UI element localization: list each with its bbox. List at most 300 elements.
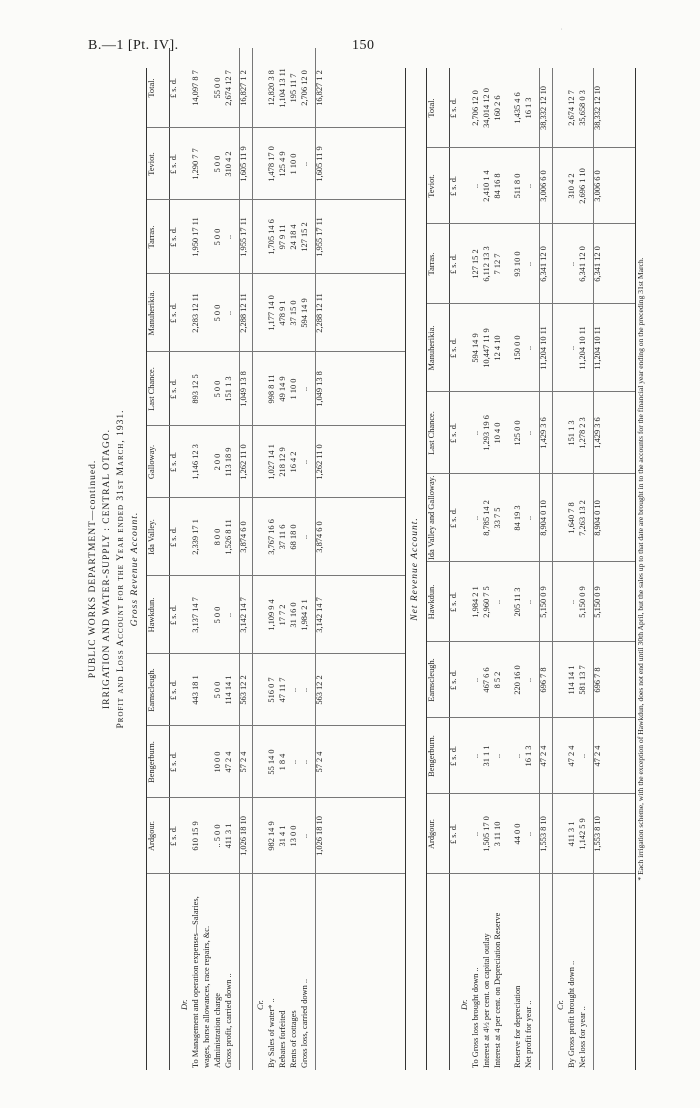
total-row	[593, 68, 606, 1070]
amount-cell: 10 4 0	[493, 422, 502, 444]
table-row	[513, 68, 524, 1070]
amount-cell: 1,290 7 7	[191, 148, 200, 180]
amount-cell: Earnscleugh.	[147, 668, 156, 712]
amount-cell: 125 0 0	[513, 420, 522, 446]
amount-cell: 411 3 1	[224, 823, 233, 849]
amount-cell: 3,006 6 0	[593, 170, 602, 202]
amount-cell: 1,435 4 6	[513, 92, 522, 124]
series-reference: B.—1 [Pt. IV].	[88, 38, 179, 53]
amount-cell: ..	[224, 234, 233, 240]
table-row	[213, 48, 224, 1070]
amount-cell: ..	[524, 831, 533, 837]
amount-cell: Bengerburn.	[427, 735, 436, 777]
amount-cell: 35,658 0 3	[578, 90, 587, 126]
row-label	[593, 874, 606, 1070]
row-label: Gross profit, carried down ..	[224, 973, 233, 1068]
amount-cell: £ s. d.	[169, 303, 178, 324]
amount-cell: 2,674 12 7	[224, 70, 233, 106]
amount-cell: ..	[513, 753, 522, 759]
column-rule	[147, 653, 405, 654]
amount-cell: ..	[289, 687, 298, 693]
column-rule	[427, 147, 635, 148]
amount-cell: 5,150 0 9	[539, 586, 548, 618]
amount-cell: £ s. d.	[169, 527, 178, 548]
amount-cell: 478 9 1	[278, 300, 287, 326]
table-row	[278, 48, 289, 1070]
amount-cell: 114 14 1	[224, 675, 233, 705]
amount-cell: 998 8 11	[267, 374, 276, 404]
amount-cell: 13 0 0	[289, 825, 298, 847]
amount-cell: 37 15 0	[289, 300, 298, 326]
amount-cell: 1,984 2 1	[300, 599, 309, 631]
table-row	[300, 48, 311, 1070]
amount-cell: 696 7 8	[539, 667, 548, 693]
amount-cell: 2 0 0	[213, 453, 222, 471]
amount-cell: 1,262 11 0	[239, 444, 248, 480]
scheme-title: IRRIGATION AND WATER-SUPPLY : CENTRAL OTAGO.	[102, 429, 112, 709]
amount-cell: ..	[524, 345, 533, 351]
column-rule	[147, 725, 405, 726]
amount-cell: £ s. d.	[449, 508, 458, 529]
amount-cell: 37 11 6	[278, 524, 287, 550]
amount-cell: £ s. d.	[449, 98, 458, 119]
amount-cell: ..	[300, 459, 309, 465]
amount-cell: 55 0 0	[213, 77, 222, 99]
amount-cell: 93 10 0	[513, 251, 522, 277]
amount-cell: 31 16 0	[289, 602, 298, 628]
amount-cell: £ s. d.	[449, 670, 458, 691]
page-number: 150	[352, 38, 375, 53]
amount-cell: 8,904 0 10	[593, 500, 602, 536]
amount-cell: 5,150 0 9	[578, 586, 587, 618]
amount-cell: 205 11 3	[513, 587, 522, 617]
amount-cell: 1,478 17 0	[267, 146, 276, 182]
amount-cell: 893 12 5	[191, 374, 200, 404]
amount-cell: 581 13 7	[578, 665, 587, 695]
amount-cell: ..	[471, 677, 480, 683]
column-header-row	[147, 48, 169, 1070]
amount-cell: 68 18 0	[289, 524, 298, 550]
amount-cell: £ s. d.	[449, 423, 458, 444]
amount-cell: 594 14 9	[300, 298, 309, 328]
amount-cell: ..	[300, 534, 309, 540]
table-row	[524, 68, 535, 1070]
amount-cell: 33 7 5	[493, 507, 502, 529]
amount-cell: ..	[471, 430, 480, 436]
amount-cell: 3,767 16 6	[267, 519, 276, 555]
amount-cell: 49 14 9	[278, 376, 287, 402]
amount-cell: Bengerburn.	[147, 741, 156, 783]
amount-cell: ..	[524, 183, 533, 189]
amount-cell: 1,429 3 6	[539, 417, 548, 449]
amount-cell: 594 14 9	[471, 333, 480, 363]
amount-cell: 6,341 12 0	[578, 246, 587, 282]
row-label	[449, 874, 460, 1070]
units-row	[169, 48, 180, 1070]
amount-cell: Ida Valley.	[147, 519, 156, 555]
amount-cell: 2,288 12 11	[315, 293, 324, 333]
amount-cell: 16,827 1 2	[315, 70, 324, 106]
amount-cell: 2,339 17 1	[191, 519, 200, 555]
footnote: * Each irrigation scheme, with the exception of Hawkdun, does not end until 30th April, but the sales up to that date are brought in to the accounts for the financial year ending on the preceding 31st March.	[636, 257, 645, 881]
amount-cell: 8,785 14 2	[482, 500, 491, 536]
row-label: To Management and operation expenses—Salaries, wages, horse allowances, race repairs, &c.	[191, 896, 211, 1068]
amount-cell: ..	[224, 310, 233, 316]
amount-cell: 511 8 0	[513, 173, 522, 199]
amount-cell: 5 0 0	[213, 155, 222, 173]
amount-cell: ..	[300, 386, 309, 392]
net-revenue-table	[426, 68, 636, 1070]
rotated-account-block	[88, 68, 648, 1070]
row-label	[169, 874, 180, 1070]
amount-cell: 1,109 9 4	[267, 599, 276, 631]
amount-cell: 5 0 0	[213, 228, 222, 246]
row-label: Rebates forfeited	[278, 1010, 287, 1068]
amount-cell: ..	[567, 261, 576, 267]
amount-cell: 2,960 7 5	[482, 586, 491, 618]
amount-cell: 2,410 1 4	[482, 170, 491, 202]
amount-cell: £ s. d.	[449, 176, 458, 197]
side-label: Dr.	[460, 999, 469, 1010]
amount-cell: £ s. d.	[449, 592, 458, 613]
amount-cell: 7 12 7	[493, 253, 502, 275]
rule	[552, 68, 553, 1070]
column-rule	[427, 561, 635, 562]
amount-cell: 563 12 2	[315, 675, 324, 705]
amount-cell: 1,177 14 0	[267, 295, 276, 331]
column-rule	[147, 127, 405, 128]
amount-cell: 610 15 9	[191, 821, 200, 851]
column-rule	[147, 575, 405, 576]
amount-cell: 12 4 10	[493, 335, 502, 361]
row-label: By Sales of water* ..	[267, 998, 276, 1068]
amount-cell: 47 2 4	[224, 751, 233, 773]
total-row	[239, 48, 252, 1070]
amount-cell: 8 0 0	[213, 528, 222, 546]
amount-cell: 17 7 2	[278, 604, 287, 626]
amount-cell: ..	[471, 831, 480, 837]
amount-cell: 443 18 1	[191, 675, 200, 705]
amount-cell: ..	[471, 183, 480, 189]
column-rule	[147, 199, 405, 200]
amount-cell: ..	[471, 753, 480, 759]
amount-cell: 8,904 0 10	[539, 500, 548, 536]
table-row	[267, 48, 278, 1070]
amount-cell: 47 11 7	[278, 677, 287, 703]
amount-cell: 411 3 1	[567, 821, 576, 847]
amount-cell: 55 14 0	[267, 749, 276, 775]
column-rule	[147, 497, 405, 498]
amount-cell: ..	[567, 599, 576, 605]
department-title: PUBLIC WORKS DEPARTMENT—continued.	[88, 459, 98, 679]
amount-cell: 2,706 12 0	[471, 90, 480, 126]
amount-cell: ..	[567, 345, 576, 351]
table-row	[191, 48, 213, 1070]
amount-cell: 84 16 8	[493, 173, 502, 199]
amount-cell: 44 0 0	[513, 823, 522, 845]
amount-cell: ..	[493, 599, 502, 605]
amount-cell: 31 1 1	[482, 745, 491, 767]
amount-cell: ..	[471, 515, 480, 521]
amount-cell: 16 1 3	[524, 97, 533, 119]
amount-cell: 1,049 13 8	[239, 371, 248, 407]
amount-cell: Ida Valley and Galloway.	[427, 475, 436, 560]
amount-cell: £ s. d.	[169, 227, 178, 248]
row-label: To Gross loss brought down ..	[471, 967, 480, 1068]
amount-cell: 16 4 2	[289, 451, 298, 473]
amount-cell: Last Chance.	[147, 367, 156, 411]
amount-cell: ..	[300, 687, 309, 693]
row-label: Gross loss, carried down ..	[300, 978, 309, 1068]
amount-cell: 12,820 3 8	[267, 70, 276, 106]
amount-cell: 218 12 9	[278, 447, 287, 477]
row-label: Administration charge	[213, 993, 222, 1068]
units-row	[449, 68, 460, 1070]
side-label: Cr.	[556, 999, 565, 1010]
amount-cell: 1,526 8 11	[224, 519, 233, 555]
amount-cell: 11,204 10 11	[593, 326, 602, 370]
amount-cell: 1,262 11 0	[315, 444, 324, 480]
amount-cell: £ s. d.	[449, 824, 458, 845]
row-label: Net profit for year ..	[524, 1000, 533, 1068]
amount-cell: 563 12 2	[239, 675, 248, 705]
amount-cell: 151 1 3	[567, 420, 576, 446]
amount-cell: 1 10 0	[289, 153, 298, 175]
amount-cell: ..	[289, 759, 298, 765]
amount-cell: 14,097 8 7	[191, 70, 200, 106]
amount-cell: 2,706 12 0	[300, 70, 309, 106]
amount-cell: 516 0 7	[267, 677, 276, 703]
amount-cell: 24 18 4	[289, 224, 298, 250]
column-rule	[427, 223, 635, 224]
amount-cell: ..	[524, 599, 533, 605]
amount-cell: 6,341 12 0	[539, 246, 548, 282]
amount-cell: £ s. d.	[449, 254, 458, 275]
amount-cell: 34,014 12 0	[482, 88, 491, 128]
amount-cell: 16,827 1 2	[239, 70, 248, 106]
amount-cell: £ s. d.	[449, 338, 458, 359]
table-row	[482, 68, 493, 1070]
table-row	[224, 48, 235, 1070]
amount-cell: ..	[300, 161, 309, 167]
amount-cell: 3,006 6 0	[539, 170, 548, 202]
amount-cell: 1,505 17 0	[482, 816, 491, 852]
amount-cell: 1,605 11 9	[315, 146, 324, 182]
amount-cell: 3,137 14 7	[191, 597, 200, 633]
gross-revenue-table	[146, 68, 406, 1070]
amount-cell: 150 0 0	[513, 335, 522, 361]
amount-cell: Tarras.	[147, 225, 156, 249]
amount-cell: £ s. d.	[169, 752, 178, 773]
table-row	[578, 68, 589, 1070]
total-row	[315, 48, 328, 1070]
amount-cell: Total.	[427, 98, 436, 118]
amount-cell: 7,263 13 2	[578, 500, 587, 536]
amount-cell: 127 15 2	[300, 222, 309, 252]
amount-cell: Manuherikia.	[427, 325, 436, 371]
amount-cell: 220 16 0	[513, 665, 522, 695]
amount-cell: 310 4 2	[224, 151, 233, 177]
amount-cell: 125 4 9	[278, 151, 287, 177]
amount-cell: 11,204 10 11	[578, 326, 587, 370]
amount-cell: 1,553 8 10	[539, 816, 548, 852]
amount-cell: 38,332 12 10	[539, 86, 548, 130]
amount-cell	[191, 726, 213, 798]
amount-cell: 47 2 4	[593, 745, 602, 767]
amount-cell: £ s. d.	[169, 826, 178, 847]
amount-cell: Manuherikia.	[147, 290, 156, 336]
amount-cell: 113 18 9	[224, 447, 233, 477]
column-rule	[147, 351, 405, 352]
amount-cell: 1,984 2 1	[471, 586, 480, 618]
row-label: Interest at 4½ per cent. on capital outlay	[482, 933, 491, 1068]
amount-cell: 1,026 18 10	[239, 816, 248, 856]
amount-cell: ..	[524, 430, 533, 436]
table-row	[289, 48, 300, 1070]
amount-cell: 1,429 3 6	[593, 417, 602, 449]
amount-cell: 5 0 0	[213, 681, 222, 699]
amount-cell: 2,674 12 7	[567, 90, 576, 126]
total-row	[539, 68, 552, 1070]
amount-cell: 57 2 4	[315, 751, 324, 773]
column-header-row	[427, 68, 449, 1070]
amount-cell: £ s. d.	[449, 746, 458, 767]
row-label	[239, 874, 252, 1070]
amount-cell: ..	[524, 261, 533, 267]
amount-cell: ..	[578, 753, 587, 759]
amount-cell: 84 19 3	[513, 505, 522, 531]
amount-cell: 3,874 6 0	[315, 521, 324, 553]
amount-cell: 1,955 17 11	[239, 217, 248, 257]
amount-cell: Hawkdun.	[427, 584, 436, 620]
column-rule	[147, 873, 405, 874]
amount-cell: Hawkdun.	[147, 597, 156, 633]
amount-cell: 10 0 0	[213, 751, 222, 773]
amount-cell: ..	[524, 515, 533, 521]
amount-cell: Ardgour.	[427, 819, 436, 850]
amount-cell: £ s. d.	[169, 78, 178, 99]
amount-cell: 1,278 2 3	[578, 417, 587, 449]
amount-cell: 1,705 14 6	[267, 219, 276, 255]
column-rule	[427, 793, 635, 794]
amount-cell: £ s. d.	[169, 154, 178, 175]
rule	[252, 48, 253, 1070]
column-rule	[427, 303, 635, 304]
column-rule	[427, 717, 635, 718]
column-rule	[427, 391, 635, 392]
amount-cell: 696 7 8	[593, 667, 602, 693]
amount-cell: 47 2 4	[567, 745, 576, 767]
bleed-through-mark: ·	[557, 23, 566, 35]
amount-cell: 16 1 3	[524, 745, 533, 767]
table-row	[567, 68, 578, 1070]
amount-cell: 3 11 10	[493, 821, 502, 847]
amount-cell: 1 10 0	[289, 378, 298, 400]
table-row	[493, 68, 513, 1070]
amount-cell: 5,150 0 9	[593, 586, 602, 618]
amount-cell: 114 14 1	[567, 665, 576, 695]
row-label	[315, 874, 328, 1070]
amount-cell: 1 8 4	[278, 753, 287, 771]
gross-account-title: Gross Revenue Account.	[130, 511, 140, 627]
row-label	[539, 874, 552, 1070]
amount-cell: ..	[224, 612, 233, 618]
amount-cell: 1,955 17 11	[315, 217, 324, 257]
amount-cell: 2,696 1 10	[578, 168, 587, 204]
amount-cell: 1,640 7 8	[567, 502, 576, 534]
amount-cell: 47 2 4	[539, 745, 548, 767]
amount-cell: 31 4 1	[278, 825, 287, 847]
amount-cell: Earnscleugh.	[427, 658, 436, 702]
side-label: Cr.	[256, 999, 265, 1010]
row-label: Net loss for year ..	[578, 1006, 587, 1068]
amount-cell: 1,146 12 3	[191, 444, 200, 480]
side-label: Dr.	[180, 999, 189, 1010]
row-label	[427, 874, 449, 1070]
column-rule	[427, 473, 635, 474]
amount-cell: 10,447 11 9	[482, 328, 491, 368]
amount-cell: 2,283 12 11	[191, 293, 200, 333]
amount-cell: 982 14 9	[267, 821, 276, 851]
account-title: Profit and Loss Account for the Year ended 31st March, 1931.	[116, 409, 126, 729]
amount-cell: ..	[300, 759, 309, 765]
amount-cell: 3,142 14 7	[315, 597, 324, 633]
amount-cell: 151 1 3	[224, 376, 233, 402]
amount-cell: Galloway.	[147, 444, 156, 480]
amount-cell: £ s. d.	[169, 379, 178, 400]
amount-cell: 195 11 7	[289, 73, 298, 103]
amount-cell: 1,027 14 1	[267, 444, 276, 480]
amount-cell: Tarras.	[427, 252, 436, 276]
amount-cell: .. 5 0 0	[213, 824, 222, 848]
amount-cell: 1,026 18 10	[315, 816, 324, 856]
column-rule	[147, 273, 405, 274]
amount-cell: 2,288 12 11	[239, 293, 248, 333]
amount-cell: 1,553 8 10	[593, 816, 602, 852]
amount-cell: 6,341 12 0	[593, 246, 602, 282]
amount-cell: Teviot.	[147, 152, 156, 176]
amount-cell: 3,874 6 0	[239, 521, 248, 553]
column-rule	[427, 873, 635, 874]
amount-cell: 5 0 0	[213, 606, 222, 624]
amount-cell: 1,049 13 8	[315, 371, 324, 407]
column-rule	[147, 425, 405, 426]
amount-cell: 6,112 13 3	[482, 246, 491, 282]
amount-cell: Ardgour.	[147, 821, 156, 852]
amount-cell: Teviot.	[427, 174, 436, 198]
table-row	[471, 68, 482, 1070]
amount-cell: ..	[493, 753, 502, 759]
net-account-title: Net Revenue Account.	[410, 517, 420, 621]
row-label: Reserve for depreciation	[513, 985, 522, 1068]
amount-cell: 38,332 12 10	[593, 86, 602, 130]
amount-cell: 127 15 2	[471, 249, 480, 279]
amount-cell: ..	[524, 677, 533, 683]
amount-cell: 8 5 2	[493, 671, 502, 689]
amount-cell: Last Chance.	[427, 411, 436, 455]
row-label: By Gross profit brought down ..	[567, 960, 576, 1068]
amount-cell: 97 9 11	[278, 224, 287, 250]
amount-cell: £ s. d.	[169, 605, 178, 626]
amount-cell: 1,142 5 9	[578, 818, 587, 850]
amount-cell: ..	[300, 833, 309, 839]
amount-cell: 1,605 11 9	[239, 146, 248, 182]
amount-cell: 1,293 19 6	[482, 415, 491, 451]
amount-cell: Total.	[147, 78, 156, 98]
row-label: Interest at 4 per cent. on Depreciation Reserve	[493, 912, 502, 1068]
column-rule	[147, 797, 405, 798]
amount-cell: 467 6 6	[482, 667, 491, 693]
